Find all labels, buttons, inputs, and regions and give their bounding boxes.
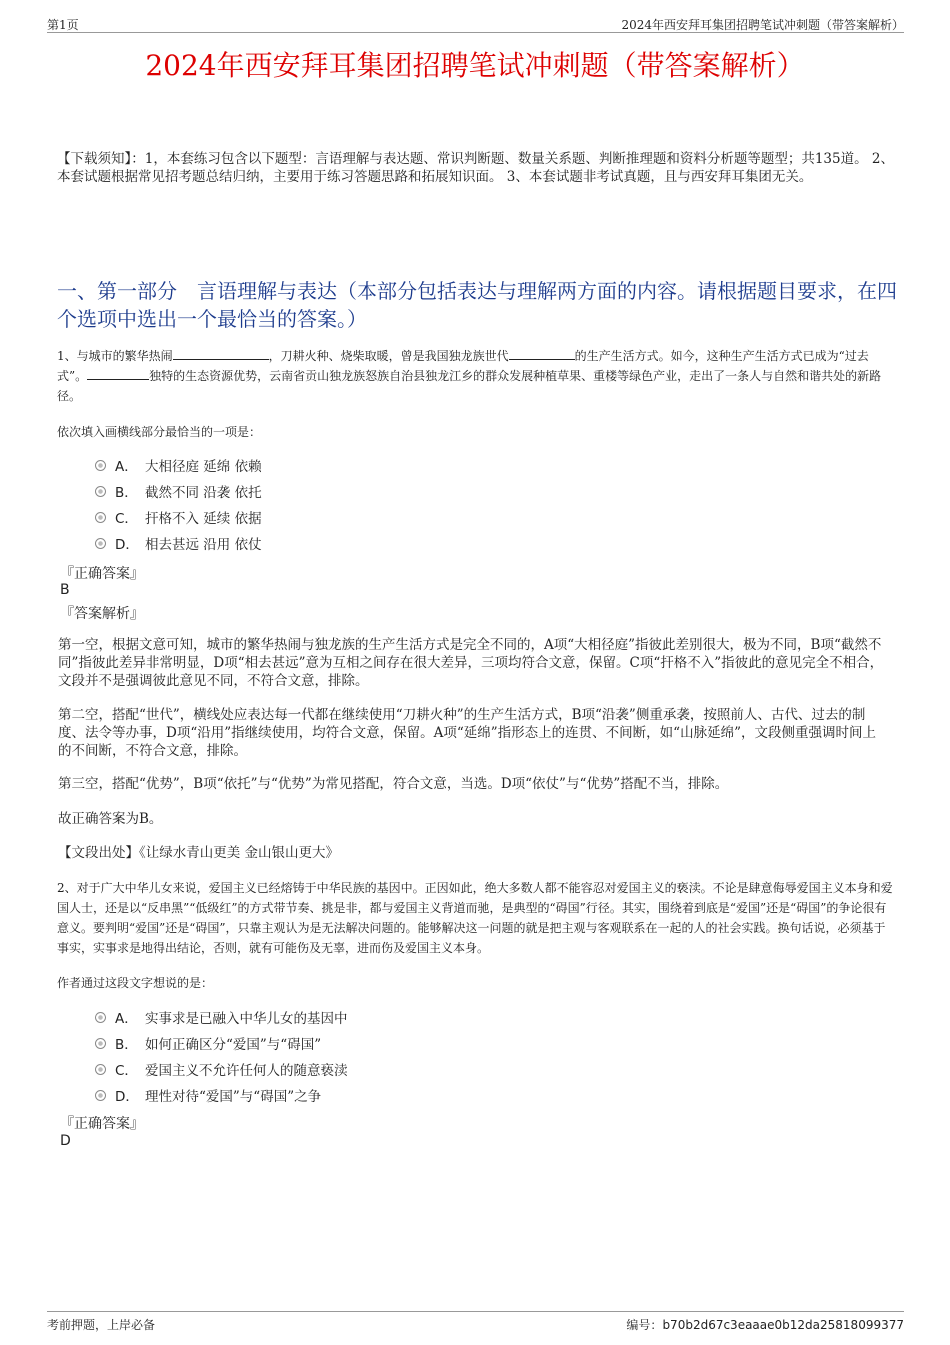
option-d[interactable]	[95, 530, 262, 556]
option-text: 实事求是已融入中华儿女的基因中	[145, 1011, 348, 1027]
fill-blank	[87, 367, 149, 380]
radio-icon[interactable]	[95, 486, 106, 497]
radio-icon[interactable]	[95, 1090, 106, 1101]
answer-label: 『正确答案』	[60, 566, 144, 582]
option-b[interactable]	[95, 1030, 348, 1056]
analysis-conclusion: 故正确答案为B。	[58, 811, 163, 827]
option-letter: B．	[115, 485, 138, 501]
option-letter: B．	[115, 1037, 138, 1053]
option-letter: A．	[115, 459, 138, 475]
page-number: 第1页	[47, 18, 79, 32]
code-value: b70b2d67c3eaaae0b12da25818099377	[662, 1318, 904, 1332]
question-1-prompt: 依次填入画横线部分最恰当的一项是：	[57, 425, 262, 439]
radio-icon[interactable]	[95, 1012, 106, 1023]
option-text: 如何正确区分“爱国”与“碍国”	[145, 1037, 322, 1053]
document-title: 2024年西安拜耳集团招聘笔试冲刺题（带答案解析）	[145, 49, 805, 82]
footer-code	[626, 1316, 904, 1333]
footer-slogan: 考前押题，上岸必备	[47, 1318, 156, 1332]
option-text: 扞格不入 延续 依据	[145, 511, 262, 527]
correct-answer: D	[60, 1133, 71, 1149]
correct-answer: B	[60, 582, 70, 598]
option-text: 理性对待“爱国”与“碍国”之争	[145, 1089, 322, 1105]
q1-text-part: 1、与城市的繁华热闹	[57, 349, 173, 363]
radio-icon[interactable]	[95, 1064, 106, 1075]
option-text: 爱国主义不允许任何人的随意亵渎	[145, 1063, 348, 1079]
analysis-paragraph: 第二空，搭配“世代”，横线处应表达每一代都在继续使用“刀耕火种”的生产生活方式，B项“沿袭”侧重承袭，按照前人、古代、过去的制度、法令等办事，D项“沿用”指继续使用，均符合文意，保留。A项“延绵”指形态上的连贯、不间断，如“山脉延绵”，文段侧重强调时间上的不间断，不符合文意，排除。	[58, 707, 876, 759]
fill-blank	[173, 347, 269, 360]
radio-icon[interactable]	[95, 512, 106, 523]
q1-text-part: ，刀耕火种、烧柴取暖，曾是我国独龙族世代	[268, 349, 509, 363]
text-source: 【文段出处】《让绿水青山更美 金山银山更大》	[58, 845, 340, 861]
question-1-options	[95, 452, 262, 556]
option-text: 大相径庭 延绵 依赖	[145, 459, 262, 475]
option-c[interactable]	[95, 504, 262, 530]
q1-text-part: 独特的生态资源优势，云南省贡山独龙族怒族自治县独龙江乡的群众发展种植草果、重楼等绿色产业，走出了一条人与自然和谐共处的新路径。	[57, 369, 882, 403]
question-1-text	[57, 346, 897, 406]
option-letter: A．	[115, 1011, 138, 1027]
option-b[interactable]	[95, 478, 262, 504]
page-footer	[47, 1311, 904, 1332]
answer-label: 『正确答案』	[60, 1116, 144, 1132]
option-d[interactable]	[95, 1082, 348, 1108]
option-c[interactable]	[95, 1056, 348, 1082]
code-label: 编号：	[626, 1318, 663, 1332]
analysis-paragraph: 第一空，根据文意可知，城市的繁华热闹与独龙族的生产生活方式是完全不同的，A项“大相径庭”指彼此差别很大，极为不同，B项“截然不同”指彼此差异非常明显，D项“相去甚远”意为互相之间存在很大差异，三项均符合文意，保留。C项“扞格不入”指彼此的意见完全不相合，文段并不是强调彼此意见不同，不符合文意，排除。	[58, 637, 884, 689]
option-text: 相去甚远 沿用 依仗	[145, 537, 262, 553]
header-doc-title: 2024年西安拜耳集团招聘笔试冲刺题（带答案解析）	[621, 18, 904, 32]
option-letter: D．	[115, 1089, 139, 1105]
download-notice: 【下载须知】：1，本套练习包含以下题型：言语理解与表达题、常识判断题、数量关系题、判断推理题和资料分析题等题型；共135道。 2、本套试题根据常见招考题总结归纳，主要用于练习答题思路和拓展知识面。 3、本套试题非考试真题，且与西安拜耳集团无关。	[57, 151, 894, 185]
option-letter: C．	[115, 1063, 138, 1079]
question-2-text: 2、对于广大中华儿女来说，爱国主义已经熔铸于中华民族的基因中。正因如此，绝大多数人都不能容忍对爱国主义的亵渎。不论是肆意侮辱爱国主义本身和爱国人士，还是以“反串黑”“低级红”的方式带节奏、挑是非，都与爱国主义背道而驰，是典型的“碍国”行径。其实，围绕着到底是“爱国”还是“碍国”的争论很有意义。要判明“爱国”还是“碍国”，只靠主观认为是无法解决问题的。能够解决这一问题的就是把主观与客观联系在一起的人的社会实践。换句话说，必须基于事实，实事求是地得出结论，否则，就有可能伤及无辜，进而伤及爱国主义本身。	[57, 881, 893, 955]
fill-blank	[509, 347, 575, 360]
question-2-prompt: 作者通过这段文字想说的是：	[57, 976, 214, 990]
analysis-paragraph: 第三空，搭配“优势”，B项“依托”与“优势”为常见搭配，符合文意，当选。D项“依仗”与“优势”搭配不当，排除。	[58, 776, 729, 792]
option-a[interactable]	[95, 452, 262, 478]
page-header	[47, 14, 904, 33]
option-a[interactable]	[95, 1004, 348, 1030]
radio-icon[interactable]	[95, 538, 106, 549]
radio-icon[interactable]	[95, 1038, 106, 1049]
radio-icon[interactable]	[95, 460, 106, 471]
q1-text-part: 的生产生活方式。如今，这种生产生活方式已成为“过去式”。	[57, 349, 869, 383]
section-heading: 一、第一部分 言语理解与表达（本部分包括表达与理解两方面的内容。请根据题目要求，在四个选项中选出一个最恰当的答案。）	[57, 279, 897, 331]
question-2-options	[95, 1004, 348, 1108]
option-text: 截然不同 沿袭 依托	[145, 485, 262, 501]
analysis-label: 『答案解析』	[60, 606, 144, 622]
option-letter: C．	[115, 511, 138, 527]
option-letter: D．	[115, 537, 139, 553]
